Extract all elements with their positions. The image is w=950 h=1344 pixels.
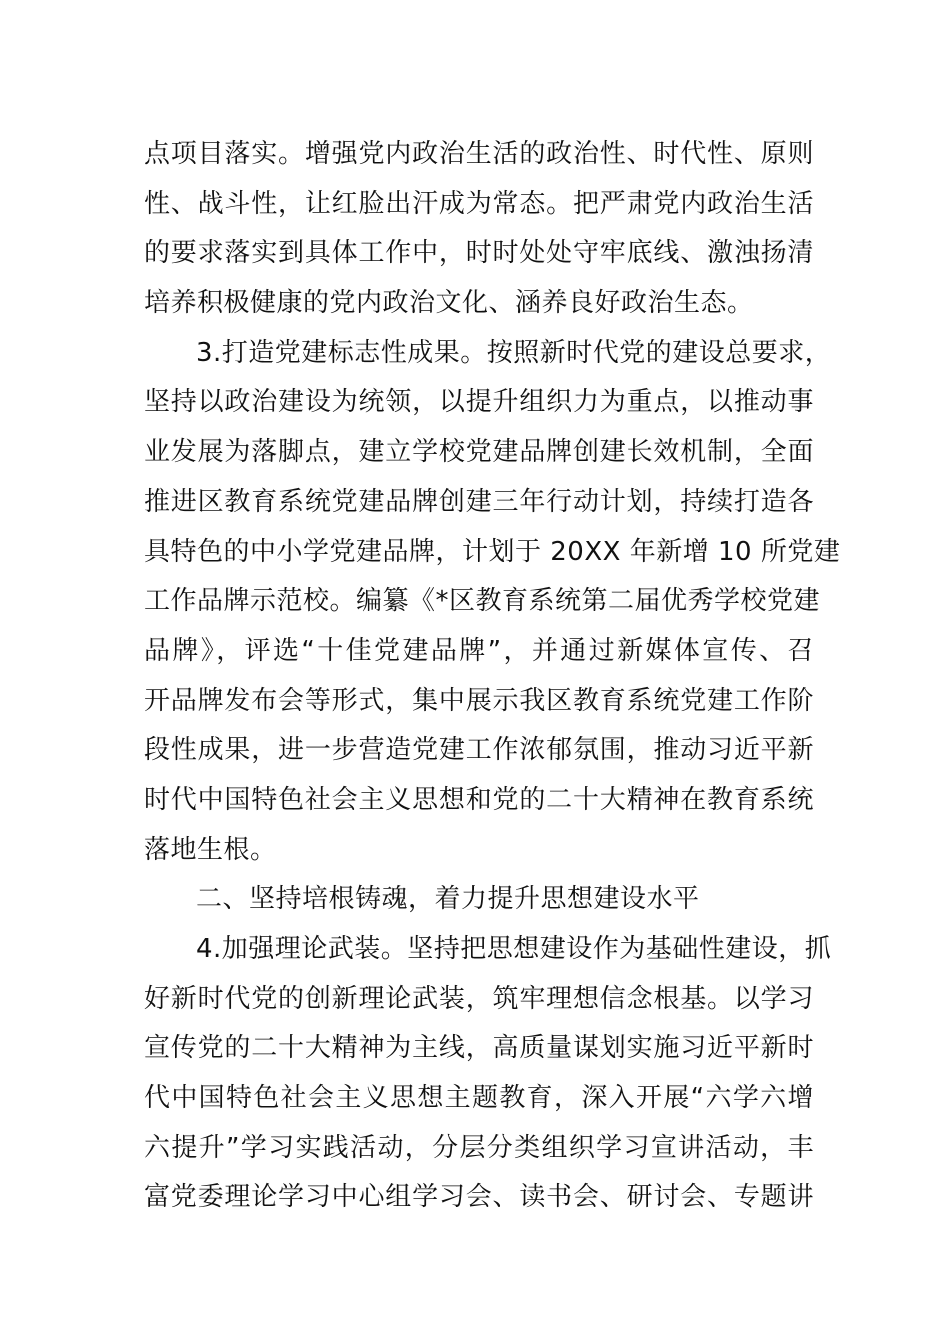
text-line: 的要求落实到具体工作中，时时处处守牢底线、激浊扬清 bbox=[144, 238, 814, 269]
text-line: 推进区教育系统党建品牌创建三年行动计划，持续打造各 bbox=[144, 486, 814, 517]
text-line: 落地生根。 bbox=[144, 834, 277, 865]
text-line: 六提升”学习实践活动，分层分类组织学习宣讲活动，丰 bbox=[144, 1132, 814, 1163]
text-line: 4.加强理论武装。坚持把思想建设作为基础性建设，抓 bbox=[196, 934, 832, 964]
text-line: 富党委理论学习中心组学习会、读书会、研讨会、专题讲 bbox=[144, 1182, 814, 1213]
text-line: 段性成果，进一步营造党建工作浓郁氛围，推动习近平新 bbox=[144, 735, 814, 766]
body-text bbox=[144, 130, 841, 1223]
text-line: 代中国特色社会主义思想主题教育，深入开展“六学六增 bbox=[144, 1083, 814, 1114]
text-line: 业发展为落脚点，建立学校党建品牌创建长效机制，全面 bbox=[144, 437, 814, 468]
text-line: 具特色的中小学党建品牌，计划于 20XX 年新增 10 所党建 bbox=[144, 536, 841, 567]
text-line: 性、战斗性，让红脸出汗成为常态。把严肃党内政治生活 bbox=[144, 188, 814, 219]
text-line: 工作品牌示范校。编纂《*区教育系统第二届优秀学校党建 bbox=[144, 586, 821, 617]
text-line: 品牌》，评选“十佳党建品牌”，并通过新媒体宣传、召 bbox=[144, 635, 814, 666]
text-line: 开品牌发布会等形式，集中展示我区教育系统党建工作阶 bbox=[144, 685, 814, 716]
text-line: 二、坚持培根铸魂，着力提升思想建设水平 bbox=[196, 884, 700, 915]
text-line: 宣传党的二十大精神为主线，高质量谋划实施习近平新时 bbox=[144, 1033, 814, 1064]
text-line: 好新时代党的创新理论武装，筑牢理想信念根基。以学习 bbox=[144, 983, 814, 1014]
text-line: 时代中国特色社会主义思想和党的二十大精神在教育系统 bbox=[144, 784, 814, 815]
text-line: 培养积极健康的党内政治文化、涵养良好政治生态。 bbox=[144, 288, 754, 319]
text-line: 3.打造党建标志性成果。按照新时代党的建设总要求， bbox=[196, 337, 832, 368]
text-line: 点项目落实。增强党内政治生活的政治性、时代性、原则 bbox=[144, 139, 814, 169]
text-line: 坚持以政治建设为统领，以提升组织力为重点，以推动事 bbox=[144, 387, 814, 418]
